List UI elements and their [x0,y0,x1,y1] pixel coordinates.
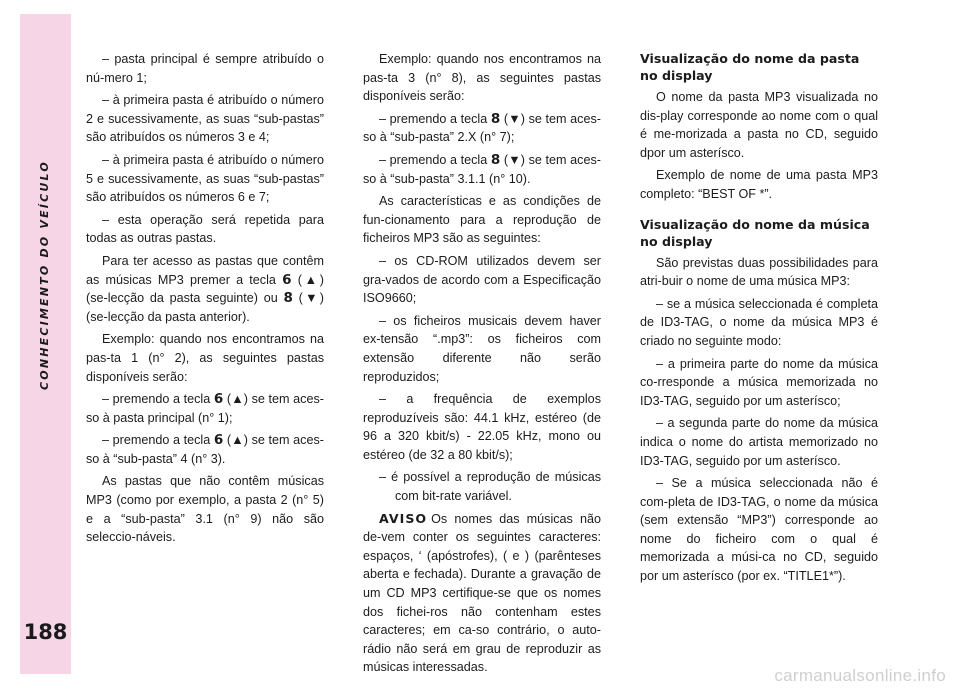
paragraph: Exemplo de nome de uma pasta MP3 completo: “BEST OF *”. [640,168,878,201]
paragraph: – à primeira pasta é atribuído o número 2 e sucessivamente, as suas “sub-pastas” são atribuídos os números 3 e 4; [86,93,324,145]
paragraph: – a frequência de exemplos reproduzíveis são: 44.1 kHz, estéreo (de 96 a 320 kbit/s) - 22.05 kHz, mono ou estéreo (de 32 a 80 kbit/s); [363,392,601,462]
key-8: 8 [490,110,501,127]
text-column-2 [363,50,601,681]
paragraph: Para ter acesso as pastas que contêm as músicas MP3 premer a tecla 6 (▲) (se-lecção da pasta seguinte) ou 8 (▼) (se-lecção da pasta anterior). [86,253,325,324]
paragraph: Exemplo: quando nos encontramos na pas-ta 3 (n° 8), as seguintes pastas disponíveis serão: [363,52,601,104]
paragraph: – pasta principal é sempre atribuído o nú-mero 1; [86,52,324,85]
key-6: 6 [282,271,292,288]
paragraph: As pastas que não contêm músicas MP3 (como por exemplo, a pasta 2 (n° 5) e a “sub-pasta” 3.1 (n° 9) não são seleccio-náveis. [86,474,324,545]
section-heading: Visualização do nome da música no display [640,216,870,249]
paragraph: – é possível a reprodução de músicas com bit-rate variável. [379,470,601,504]
paragraph: São previstas duas possibilidades para atri-buir o nome de uma música MP3: [640,255,878,289]
section-heading: Visualização do nome da pasta no display [640,51,860,83]
paragraph: As características e as condições de fun-cionamento para a reprodução de ficheiros MP3 são as seguintes: [363,194,601,246]
paragraph: – Se a música seleccionada não é com-pleta de ID3-TAG, o nome da música (sem extensão “MP3”) corresponde ao nome do ficheiro com o qual é memorizada a músi-ca no CD, seguido por um asterísco (por ex. “TITLE1*”). [640,476,878,584]
paragraph: – os ficheiros musicais devem haver ex-tensão “.mp3”: os ficheiros com extensão diferente não serão reproduzidos; [363,313,601,384]
paragraph: – à primeira pasta é atribuído o número 5 e sucessivamente, as suas “sub-pastas” são atribuídos os números 6 e 7; [86,152,324,205]
paragraph: – a segunda parte do nome da música indica o nome do artista memorizado no ID3-TAG, seguido por um asterísco. [640,416,878,468]
watermark-link[interactable]: carmanualsonline.info [774,666,946,685]
paragraph: – premendo a tecla 6 (▲) se tem aces-so à pasta principal (n° 1); [86,391,324,425]
paragraph: – premendo a tecla 8 (▼) se tem aces-so à “sub-pasta” 2.X (n° 7); [363,110,601,145]
paragraph: – a primeira parte do nome da música co-rresponde a música memorizada no ID3-TAG, seguido por um asterísco; [640,356,878,408]
paragraph: – esta operação será repetida para todas as outras pastas. [86,212,324,246]
text-column-1 [86,50,324,551]
paragraph: – premendo a tecla 6 (▲) se tem aces-so à “sub-pasta” 4 (n° 3). [86,432,324,466]
key-8: 8 [283,290,293,307]
key-6: 6 [213,432,224,449]
paragraph: – premendo a tecla 8 (▼) se tem aces-so à “sub-pasta” 3.1.1 (n° 10). [363,151,601,186]
key-6: 6 [213,391,224,408]
paragraph: Exemplo: quando nos encontramos na pas-ta 1 (n° 2), as seguintes pastas disponíveis serão: [86,332,324,384]
text-column-3 [640,50,878,590]
paragraph: – os CD-ROM utilizados devem ser gra-vados de acordo com a Especificação ISO9660; [363,253,601,306]
section-label: CONHECIMENTO DO VEÍCULO [38,160,51,390]
aviso-note: AVISO Os nomes das músicas não de-vem conter os seguintes caracteres: espaços, ‘ (apóstrofes), ( e ) (parênteses aberta e fechada). Durante a gravação de um CD MP3 certifique-se que os nomes dos fichei-ros não contenham estes caracteres; em ca-so contrário, o auto-rádio não será em grau de reproduzir as músicas interessadas. [363,510,601,675]
page-number: 188 [23,620,68,644]
paragraph: – se a música seleccionada é completa de ID3-TAG, o nome da música MP3 é criado no seguinte modo: [640,296,878,348]
paragraph: O nome da pasta MP3 visualizada no dis-play corresponde ao nome com o qual é me-morizada a pasta no CD, seguido dpor um asterísco. [640,90,878,160]
key-8: 8 [490,151,501,168]
aviso-label: AVISO [379,510,428,526]
